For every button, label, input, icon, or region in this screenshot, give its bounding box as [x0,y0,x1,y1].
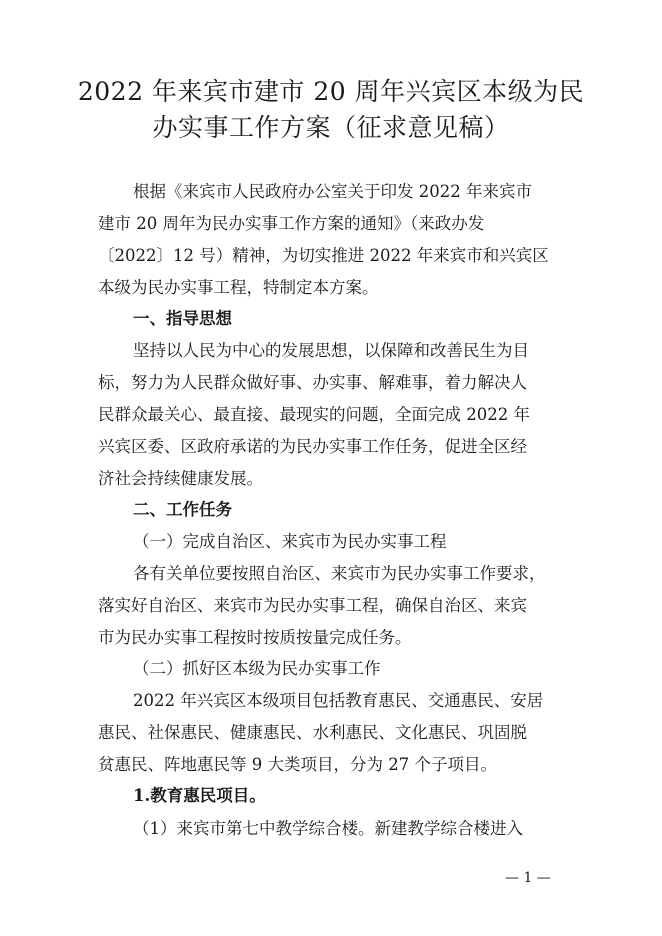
subsection-heading-1: （一）完成自治区、来宾市为民办实事工程 [133,532,447,551]
paragraph-line: 兴宾区委、区政府承诺的为民办实事工作任务，促进全区经 [98,436,527,456]
paragraph-line: 落实好自治区、来宾市为民办实事工程，确保自治区、来宾 [98,595,527,615]
paragraph-line: 建市 20 周年为民办实事工作方案的通知》（来政办发 [98,213,485,233]
page-number: — 1 — [505,870,551,886]
paragraph-line: 本级为民办实事工程，特制定本方案。 [98,277,379,297]
paragraph-line: 惠民、社保惠民、健康惠民、水利惠民、文化惠民、巩固脱 [98,722,527,742]
section-heading-work-tasks: 二、工作任务 [133,500,232,519]
item-heading-education: 1.教育惠民项目。 [133,786,266,805]
paragraph-line: 标，努力为人民群众做好事、办实事、解难事，着力解决人 [98,372,527,392]
paragraph-line: 〔2022〕12 号）精神，为切实推进 2022 年来宾市和兴宾区 [98,245,549,265]
paragraph-line: 贫惠民、阵地惠民等 9 大类项目，分为 27 个子项目。 [98,754,497,774]
section-heading-guiding-ideology: 一、指导思想 [133,309,232,328]
paragraph-line: 各有关单位要按照自治区、来宾市为民办实事工作要求， [133,564,546,583]
paragraph-line: 济社会持续健康发展。 [98,468,263,488]
subsection-2-paragraph [98,685,566,781]
item-1-paragraph [98,813,566,845]
paragraph-line: 根据《来宾市人民政府办公室关于印发 2022 年来宾市 [133,182,532,201]
subsection-heading-2: （二）抓好区本级为民办实事工作 [133,659,381,678]
title-line: 办实事工作方案（征求意见稿） [152,113,510,142]
paragraph-line: （1）来宾市第七中教学综合楼。新建教学综合楼进入 [133,819,523,838]
title-line: 2022 年来宾市建市 20 周年兴宾区本级为民 [77,77,585,106]
intro-paragraph [98,176,566,304]
paragraph-line: 坚持以人民为中心的发展思想，以保障和改善民生为目 [133,341,529,360]
paragraph-line: 市为民办实事工程按时按质按量完成任务。 [98,627,412,647]
subsection-1-paragraph [98,558,566,654]
document-title [60,74,602,146]
guiding-ideology-paragraph [98,335,566,495]
paragraph-line: 民群众最关心、最直接、最现实的问题，全面完成 2022 年 [98,404,530,424]
paragraph-line: 2022 年兴宾区本级项目包括教育惠民、交通惠民、安居 [133,691,544,710]
